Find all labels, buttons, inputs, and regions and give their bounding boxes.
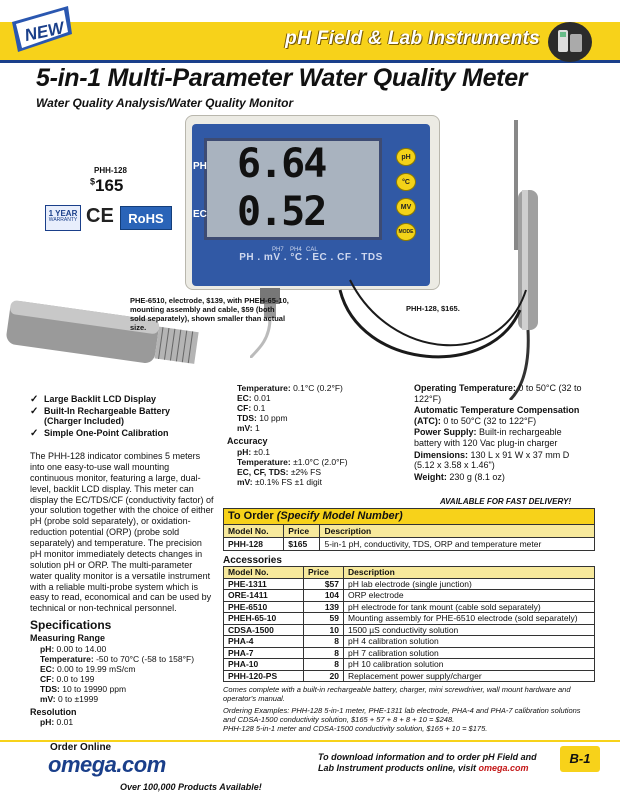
model-cell: PHH-128 xyxy=(224,537,284,550)
ec-label: EC xyxy=(193,209,207,220)
download-link[interactable]: omega.com xyxy=(478,762,529,773)
spec-row: Temperature: ±1.0°C (2.0°F) xyxy=(237,456,348,467)
description-cell: ORP electrode xyxy=(344,590,595,602)
notes xyxy=(223,685,595,733)
spec-row: CF: 0.0 to 199 xyxy=(40,673,95,684)
column-header: Price xyxy=(284,524,320,537)
page-subtitle: Water Quality Analysis/Water Quality Monitor xyxy=(36,96,294,110)
accessories-body xyxy=(224,578,595,682)
order-title: To Order (Specify Model Number) xyxy=(224,509,595,525)
price-cell: $57 xyxy=(304,578,344,590)
ordering-example-2: PHH-128 5-in-1 meter and CDSA-1500 conductivity solution, $165 + 10 = $175. xyxy=(223,724,488,733)
led-ph7: PH7 xyxy=(272,247,284,253)
spec-column-3 xyxy=(414,383,604,482)
model-cell: PHA-7 xyxy=(224,647,304,659)
feature-item: ✓ Built-In Rechargeable Battery (Charger Included) xyxy=(30,406,190,427)
right-caption: PHH-128, $165. xyxy=(406,304,460,313)
description-cell: Replacement power supply/charger xyxy=(344,670,595,682)
feature-item: ✓ Large Backlit LCD Display xyxy=(30,394,190,405)
model-label: PHH-128 xyxy=(94,166,127,175)
price-cell: 104 xyxy=(304,590,344,602)
spec-row: Temperature: 0.1°C (0.2°F) xyxy=(237,383,343,393)
spec-row: mV: 1 xyxy=(237,423,260,434)
ordering-examples: Ordering Examples: PHH-128 5-in-1 meter, PHE-1311 lab electrode, PHA-4 and PHA-7 calibration solutions and CDSA-1500 conductivity solution, $165 + 57 + 8 + 8 + 10 = $248. xyxy=(223,706,581,724)
table-row xyxy=(224,590,595,602)
spec-row: Operating Temperature: 0 to 50°C (32 to 122°F) xyxy=(414,383,582,404)
rohs-badge: RoHS xyxy=(120,206,172,230)
spec-row: EC: 0.01 xyxy=(237,393,271,404)
column-header: Description xyxy=(344,567,595,579)
table-header-row xyxy=(224,567,595,579)
model-cell: CDSA-1500 xyxy=(224,624,304,636)
feature-item: ✓ Simple One-Point Calibration xyxy=(30,428,190,439)
column-header: Description xyxy=(320,524,595,537)
model-cell: PHE-6510 xyxy=(224,601,304,613)
footer-tagline: Over 100,000 Products Available! xyxy=(120,782,262,792)
column-header: Model No. xyxy=(224,567,304,579)
measuring-range-heading: Measuring Range xyxy=(30,633,106,643)
spec-row: pH: ±0.1 xyxy=(237,446,271,457)
page-title: 5-in-1 Multi-Parameter Water Quality Meter xyxy=(36,64,528,92)
spec-row: Dimensions: 130 L x 91 W x 37 mm D (5.12 x 3.58 x 1.46") xyxy=(414,449,570,471)
meter-bezel xyxy=(192,124,430,286)
description-cell: Mounting assembly for PHE-6510 electrode (sold separately) xyxy=(344,613,595,625)
warranty-badge: 1 YEAR WARRANTY xyxy=(45,205,81,231)
spec-row: mV: ±0.1% FS ±1 digit xyxy=(237,476,322,487)
price-cell: 20 xyxy=(304,670,344,682)
spec-row: Weight: 230 g (8.1 oz) xyxy=(414,471,505,482)
spec-column-1 xyxy=(30,633,220,727)
description-cell: 1500 µS conductivity solution xyxy=(344,624,595,636)
accessories-table xyxy=(223,566,595,682)
instrument-icon xyxy=(548,22,592,62)
model-cell: PHA-4 xyxy=(224,636,304,648)
mode-button: MODE xyxy=(396,223,416,241)
price-cell: 8 xyxy=(304,659,344,671)
price-cell: 10 xyxy=(304,624,344,636)
price-cell: $165 xyxy=(284,537,320,550)
model-cell: PHEH-65-10 xyxy=(224,613,304,625)
table-row xyxy=(224,624,595,636)
header-divider xyxy=(0,60,620,63)
spec-row: CF: 0.1 xyxy=(237,403,266,414)
table-row xyxy=(224,647,595,659)
mv-button: MV xyxy=(396,198,416,216)
description-cell: 5-in-1 pH, conductivity, TDS, ORP and temperature meter xyxy=(320,537,595,550)
led-ph4: PH4 xyxy=(290,247,302,253)
price-cell: 139 xyxy=(304,601,344,613)
column-header: Model No. xyxy=(224,524,284,537)
price-label: $165 xyxy=(90,176,124,195)
order-online-label: Order Online xyxy=(50,742,112,753)
spec-row: pH: 0.00 to 14.00 xyxy=(40,643,107,654)
price-cell: 59 xyxy=(304,613,344,625)
section-title: pH Field & Lab Instruments xyxy=(285,28,540,49)
ce-mark: CE xyxy=(86,205,114,227)
model-cell: PHA-10 xyxy=(224,659,304,671)
table-row xyxy=(224,537,595,550)
ph-button: pH xyxy=(396,148,416,166)
spec-row: TDS: 10 ppm xyxy=(237,413,288,424)
order-table xyxy=(223,508,595,551)
temp-button: °C xyxy=(396,173,416,191)
meter-image xyxy=(185,115,440,290)
description-cell: pH 4 calibration solution xyxy=(344,636,595,648)
description-cell: pH lab electrode (single junction) xyxy=(344,578,595,590)
led-cal: CAL xyxy=(306,247,318,253)
description-cell: pH 7 calibration solution xyxy=(344,647,595,659)
ec-value: 0.52 xyxy=(237,189,326,235)
probe-cable xyxy=(330,270,530,380)
accessories-heading: Accessories xyxy=(223,555,282,566)
description-cell: pH electrode for tank mount (cable sold separately) xyxy=(344,601,595,613)
page-number: B-1 xyxy=(560,746,600,772)
spec-row: mV: 0 to ±1999 xyxy=(40,693,99,704)
comes-with-note: Comes complete with a built-in rechargeable battery, charger, mini screwdriver, wall mount hardware and operator's manual. xyxy=(223,685,571,703)
accuracy-heading: Accuracy xyxy=(227,436,268,447)
table-row xyxy=(224,613,595,625)
table-row xyxy=(224,659,595,671)
specifications-heading: Specifications xyxy=(30,618,112,632)
column-header: Price xyxy=(304,567,344,579)
model-cell: ORE-1411 xyxy=(224,590,304,602)
lcd-screen xyxy=(193,138,382,240)
download-text: To download information and to order pH Field and Lab Instrument products online, visit omega.com xyxy=(318,752,537,773)
table-row xyxy=(224,601,595,613)
spec-row: pH: 0.01 xyxy=(40,717,74,728)
table-row xyxy=(224,636,595,648)
table-row xyxy=(224,670,595,682)
ph-value: 6.64 xyxy=(237,141,326,187)
resolution-heading: Resolution xyxy=(30,706,77,717)
model-cell: PHH-120-PS xyxy=(224,670,304,682)
description-cell: pH 10 calibration solution xyxy=(344,659,595,671)
new-badge-text: NEW xyxy=(22,18,66,46)
spec-row: EC, CF, TDS: ±2% FS xyxy=(237,466,322,477)
price-cell: 8 xyxy=(304,636,344,648)
spec-row: Power Supply: Built-in rechargeable battery with 120 Vac plug-in charger xyxy=(414,427,562,449)
fast-delivery-note: AVAILABLE FOR FAST DELIVERY! xyxy=(440,497,572,506)
new-badge xyxy=(8,4,74,56)
table-row xyxy=(224,578,595,590)
spec-row: Temperature: -50 to 70°C (-58 to 158°F) xyxy=(40,653,195,664)
spec-row: Automatic Temperature Compensation (ATC): 0 to 50°C (32 to 122°F) xyxy=(414,405,580,426)
omega-logo[interactable]: omega.com xyxy=(48,752,166,777)
table-header-row xyxy=(224,524,595,537)
left-caption: PHE-6510, electrode, $139, with PHEH-65-10, mounting assembly and cable, $59 (both sold separately), shown smaller than actual size. xyxy=(130,296,289,332)
spec-column-2 xyxy=(227,383,407,487)
spec-row: TDS: 10 to 19990 ppm xyxy=(40,683,127,694)
description-paragraph: The PHH-128 indicator combines 5 meters into one easy-to-use wall mounting continuous monitor, featuring a large, dual-level, backlit LCD display. This meter can display the EC/TDS/CF (conductivity factor) of your solution together with the choice of either pH (probe sold separately), or oxidation-reduction potential (ORP) (probe sold separately) and temperature. The precision pH monitor immediately detects changes in solution pH or ORP. The multi-parameter water quality monitor is a versatile instrument with a reliable multi-probe system which is easy to read, economical and can be used by technical or non-technical personnel. xyxy=(30,451,214,614)
model-cell: PHE-1311 xyxy=(224,578,304,590)
spec-row: EC: 0.00 to 19.99 mS/cm xyxy=(40,663,136,674)
meter-caption: PH . mV . °C . EC . CF . TDS xyxy=(239,252,383,263)
ph-label: PH xyxy=(193,161,207,172)
price-cell: 8 xyxy=(304,647,344,659)
features-list xyxy=(30,394,190,439)
